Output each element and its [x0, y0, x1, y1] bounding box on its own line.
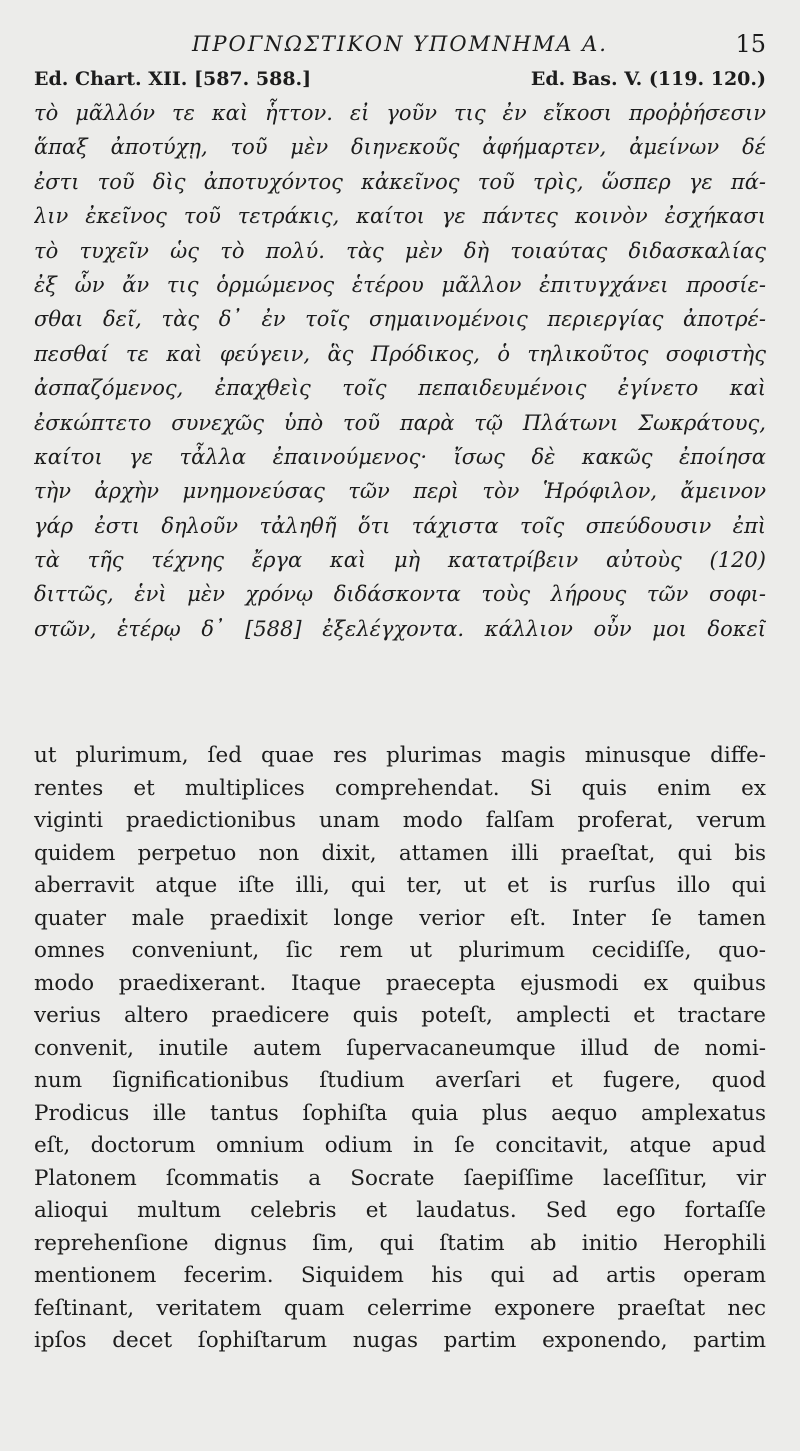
running-head [34, 30, 766, 62]
greek-text-line: καίτοι γε τἆλλα ἐπαινούμενος· ἴσως δὲ κακῶς ἐποίησα [34, 444, 766, 469]
latin-text-line: omnes conveniunt, ſic rem ut plurimum cecidiſſe, quo- [34, 938, 766, 963]
latin-text-line: reprehenſione dignus ſim, qui ſtatim ab initio Herophili [34, 1230, 766, 1256]
greek-text-line: ἐστι τοῦ δὶς ἀποτυχόντος κἀκεῖνος τοῦ τρὶς, ὥσπερ γε πά- [34, 169, 766, 194]
greek-text-line: ἅπαξ ἀποτύχῃ, τοῦ μὲν διηνεκοῦς ἀφήμαρτεν, ἀμείνων δέ [34, 135, 766, 160]
edition-bas-reference: Ed. Bas. V. (119. 120.) [530, 68, 766, 90]
latin-text-line: quater male praedixit longe verior eſt. Inter ſe tamen [34, 905, 766, 931]
latin-text-line: ipſos decet ſophiſtarum nugas partim exponendo, partim [34, 1328, 766, 1353]
greek-text-line: ἐσκώπτετο συνεχῶς ὑπὸ τοῦ παρὰ τῷ Πλάτωνι Σωκράτους, [34, 410, 766, 435]
page-number: 15 [735, 30, 766, 58]
greek-text-line: διττῶς, ἑνὶ μὲν χρόνῳ διδάσκοντα τοὺς λήρους τῶν σοφι- [34, 582, 766, 607]
greek-text-line: τὰ τῆς τέχνης ἔργα καὶ μὴ κατατρίβειν αὐτοὺς (120) [34, 548, 766, 573]
latin-text-line: num ſignificationibus ſtudium averſari et fugere, quod [34, 1068, 766, 1093]
greek-text-line: τὸ μᾶλλόν τε καὶ ἧττον. εἰ γοῦν τις ἐν εἴκοσι προῤῥήσεσιν [34, 101, 766, 125]
running-title: ΠΡΟΓΝΩΣΤΙΚΟΝ ΥΠΟΜΝΗΜΑ Α. [192, 32, 608, 56]
greek-text-line: τὸ τυχεῖν ὡς τὸ πολύ. τὰς μὲν δὴ τοιαύτας διδασκαλίας [34, 238, 766, 263]
greek-text-line: λιν ἐκεῖνος τοῦ τετράκις, καίτοι γε πάντες κοινὸν ἐσχήκασι [34, 204, 766, 229]
latin-text-line: Platonem ſcommatis a Socrate ſaepiſſime laceſſitur, vir [34, 1165, 766, 1191]
edition-chart-reference: Ed. Chart. XII. [587. 588.] [34, 68, 312, 90]
latin-text-line: verius altero praedicere quis poteſt, amplecti et tractare [34, 1003, 766, 1028]
latin-text-line: quidem perpetuo non dixit, attamen illi praeſtat, qui bis [34, 840, 766, 866]
latin-text-line: ut plurimum, ſed quae res plurimas magis minusque diffe- [34, 743, 766, 768]
greek-text-line: στῶν, ἑτέρῳ δ᾽ [588] ἐξελέγχοντα. κάλλιον οὖν μοι δοκεῖ [34, 616, 766, 641]
greek-text-line: ἀσπαζόμενος, ἐπαχθεὶς τοῖς πεπαιδευμένοις ἐγίνετο καὶ [34, 376, 766, 401]
greek-text-line: τὴν ἀρχὴν μνημονεύσας τῶν περὶ τὸν Ἡρόφιλον, ἄμεινον [34, 479, 766, 504]
latin-text-line: modo praedixerant. Itaque praecepta ejusmodi ex quibus [34, 970, 766, 996]
greek-text-block [34, 96, 766, 646]
latin-text-block [34, 740, 766, 1358]
latin-text-line: Prodicus ille tantus ſophiſta quia plus aequo amplexatus [34, 1100, 766, 1126]
latin-text-line: eſt, doctorum omnium odium in ſe concitavit, atque apud [34, 1133, 766, 1158]
latin-text-line: aberravit atque iſte illi, qui ter, ut et is rurſus illo qui [34, 873, 766, 898]
greek-text-line: γάρ ἐστι δηλοῦν τἀληθῆ ὅτι τάχιστα τοῖς σπεύδουσιν ἐπὶ [34, 513, 766, 538]
greek-text-line: πεσθαί τε καὶ φεύγειν, ἃς Πρόδικος, ὁ τηλικοῦτος σοφιστὴς [34, 341, 766, 366]
latin-text-line: mentionem fecerim. Siquidem his qui ad artis operam [34, 1263, 766, 1288]
edition-references [34, 68, 766, 98]
greek-text-line: ἐξ ὧν ἄν τις ὁρμώμενος ἑτέρου μᾶλλον ἐπιτυγχάνει προσίε- [34, 272, 766, 297]
latin-text-line: convenit, inutile autem ſupervacaneumque illud de nomi- [34, 1035, 766, 1061]
greek-text-line: σθαι δεῖ, τὰς δ᾽ ἐν τοῖς σημαινομένοις περιεργίας ἀποτρέ- [34, 307, 766, 332]
latin-text-line: rentes et multiplices comprehendat. Si quis enim ex [34, 775, 766, 801]
latin-text-line: viginti praedictionibus unam modo falſam proferat, verum [34, 808, 766, 833]
latin-text-line: alioqui multum celebris et laudatus. Sed ego fortaſſe [34, 1198, 766, 1223]
latin-text-line: feſtinant, veritatem quam celerrime exponere praeſtat nec [34, 1295, 766, 1321]
